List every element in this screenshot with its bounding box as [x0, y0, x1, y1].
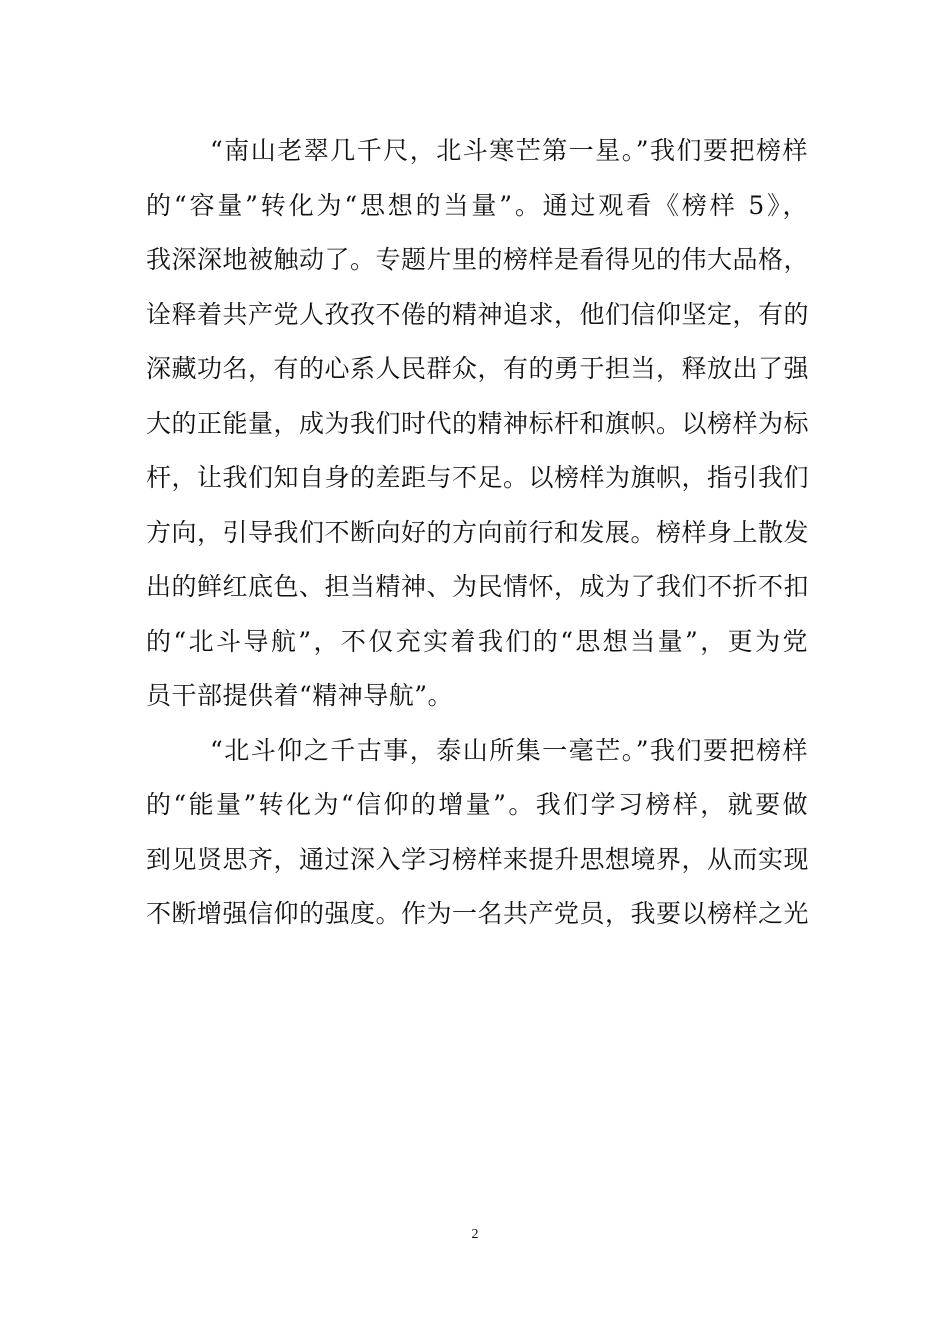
paragraph-2-line-2: 的“能量”转化为“信仰的增量”。我们学习榜样，就要做	[146, 790, 808, 819]
paragraph-1-line-8: 方向，引导我们不断向好的方向前行和发展。榜样身上散发	[146, 517, 810, 547]
paragraph-2-line-3: 到见贤思齐，通过深入学习榜样来提升思想境界，从而实现	[146, 844, 810, 874]
paragraph-1-line-9: 出的鲜红底色、担当精神、为民情怀，成为了我们不折不扣	[146, 572, 810, 601]
paragraph-2-line-1: “北斗仰之千古事，泰山所集一毫芒。”我们要把榜样	[210, 735, 808, 765]
paragraph-1-line-3: 我深深地被触动了。专题片里的榜样是看得见的伟大品格，	[146, 245, 810, 274]
paragraph-1-line-5: 深藏功名，有的心系人民群众，有的勇于担当，释放出了强	[146, 354, 810, 383]
paragraph-1-line-4: 诠释着共产党人孜孜不倦的精神追求，他们信仰坚定，有的	[146, 299, 810, 329]
body-text	[146, 124, 808, 942]
paragraph-1-line-1: “南山老翠几千尺，北斗寒芒第一星。”我们要把榜样	[210, 136, 808, 165]
page-number: 2	[471, 1227, 479, 1242]
paragraph-1-line-10: 的“北斗导航”，不仅充实着我们的“思想当量”，更为党	[146, 626, 808, 656]
paragraph-2-line-4: 不断增强信仰的强度。作为一名共产党员，我要以榜样之光	[146, 899, 810, 928]
paragraph-1-line-11: 员干部提供着“精神导航”。	[146, 681, 454, 710]
paragraph-1-line-6: 大的正能量，成为我们时代的精神标杆和旗帜。以榜样为标	[146, 408, 810, 438]
paragraph-1-line-2: 的“容量”转化为“思想的当量”。通过观看《榜样 5》，	[146, 190, 808, 220]
paragraph-1-line-7: 杆，让我们知自身的差距与不足。以榜样为旗帜，指引我们	[146, 463, 810, 492]
